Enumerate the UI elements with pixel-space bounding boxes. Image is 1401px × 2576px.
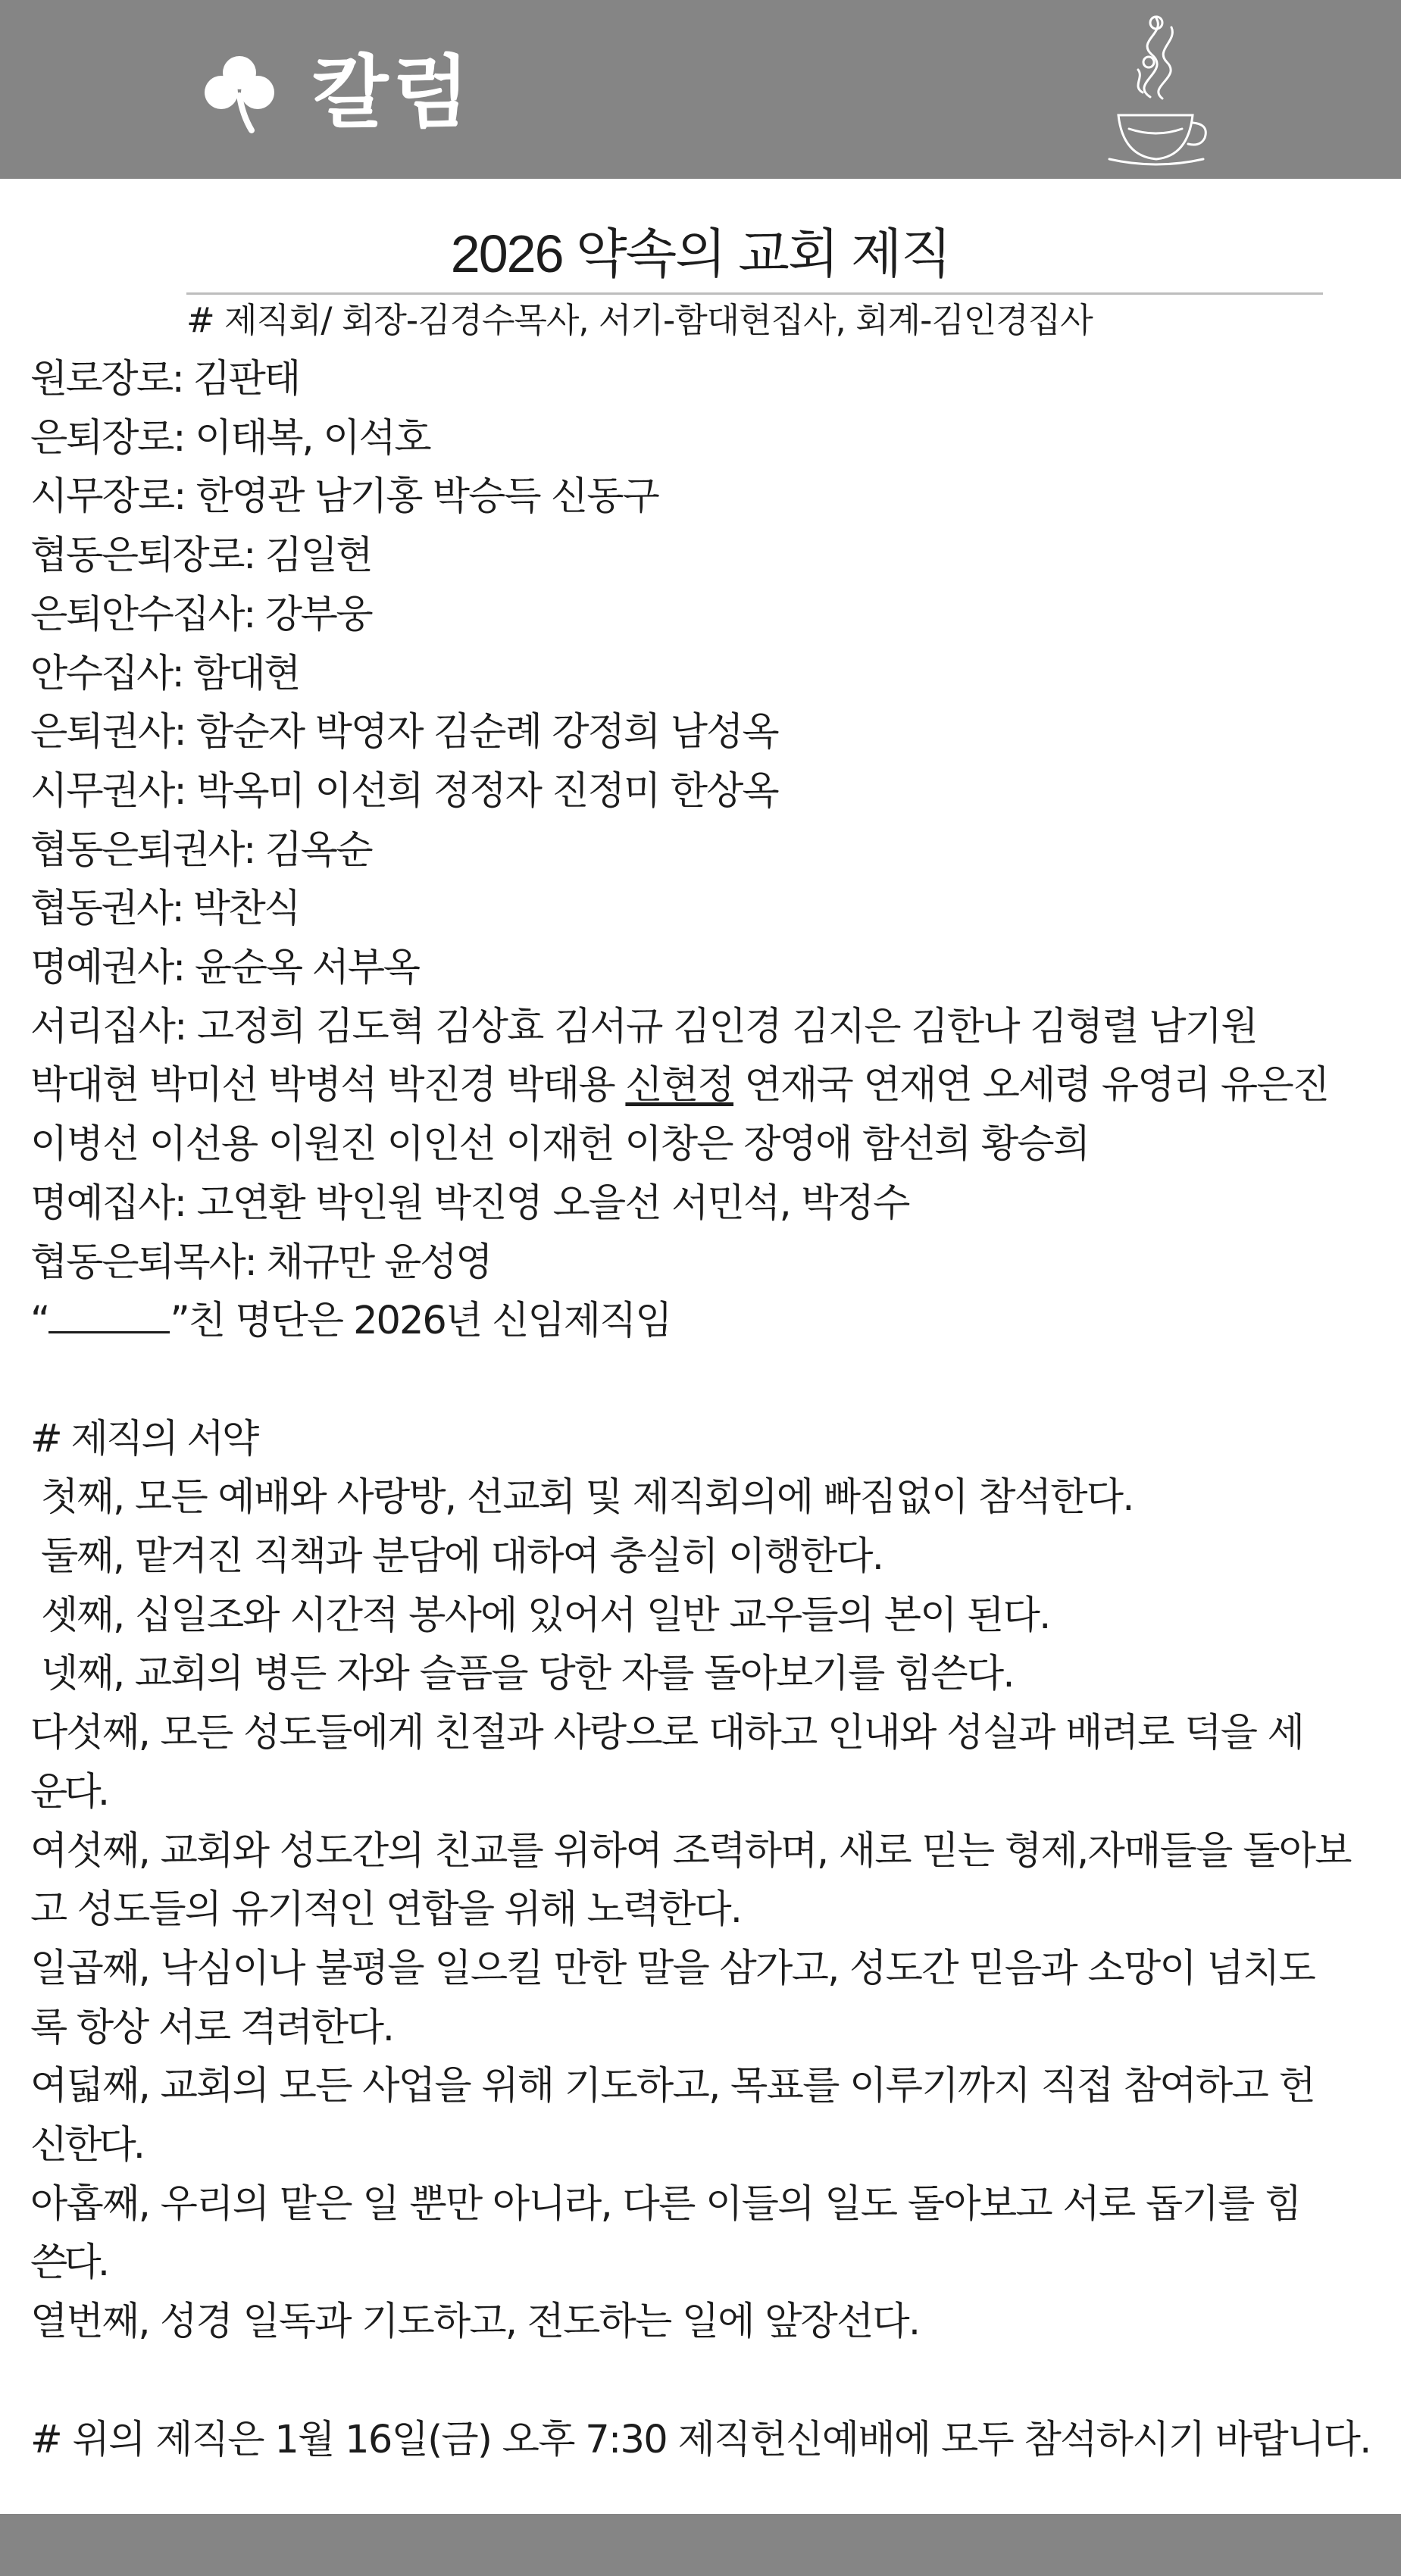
roster-line: 서리집사: 고정희 김도혁 김상효 김서규 김인경 김지은 김한나 김형렬 남기원 <box>30 1004 1257 1049</box>
roster-line: 은퇴안수집사: 강부웅 <box>30 592 372 637</box>
vow-line: 다섯째, 모든 성도들에게 친절과 사랑으로 대하고 인내와 성실과 배려로 덕을 세 <box>30 1711 1304 1756</box>
note-text: ”친 명단은 2026년 신임제직임 <box>170 1299 671 1344</box>
clover-icon <box>203 55 276 133</box>
roster-line: 협동권사: 박찬식 <box>30 886 299 932</box>
vow-line: 셋째, 십일조와 시간적 봉사에 있어서 일반 교우들의 본이 된다. <box>41 1593 1050 1638</box>
roster-line: 안수집사: 함대현 <box>30 651 299 696</box>
vow-line: 신한다. <box>30 2123 143 2168</box>
spacer <box>30 1351 1394 1410</box>
vows-heading: # 제직의 서약 <box>30 1416 258 1462</box>
roster-line: 명예권사: 윤순옥 서부옥 <box>30 946 419 991</box>
roster-line: 협동은퇴목사: 채규만 윤성영 <box>30 1240 492 1285</box>
vow-line: 쓴다. <box>30 2240 107 2286</box>
roster-line: 은퇴권사: 함순자 박영자 김순례 강정희 남성옥 <box>30 710 778 755</box>
vow-line: 고 성도들의 유기적인 연합을 위해 노력한다. <box>30 1887 742 1933</box>
article-body <box>30 350 1394 2469</box>
roster-line: 협동은퇴권사: 김옥순 <box>30 827 372 873</box>
roster-line: 시무권사: 박옥미 이선희 정정자 진정미 한상옥 <box>30 768 778 814</box>
vow-line: 넷째, 교회의 병든 자와 슬픔을 당한 자를 돌아보기를 힘쓴다. <box>41 1652 1014 1697</box>
vow-line: 아홉째, 우리의 맡은 일 뿐만 아니라, 다른 이들의 일도 돌아보고 서로 돕기를 힘 <box>30 2181 1301 2227</box>
roster-line: 은퇴장로: 이태복, 이석호 <box>30 415 430 461</box>
roster-line: 이병선 이선용 이원진 이인선 이재헌 이창은 장영애 함선희 황승희 <box>30 1122 1090 1168</box>
vow-line: 둘째, 맡겨진 직책과 분담에 대하여 충실히 이행한다. <box>41 1534 883 1580</box>
roster-names-before: 박대현 박미선 박병석 박진경 박태용 <box>30 1063 626 1108</box>
title-divider <box>186 292 1323 295</box>
roster-line: 명예집사: 고연환 박인원 박진영 오을선 서민석, 박정수 <box>30 1180 909 1226</box>
vow-line: 여섯째, 교회와 성도간의 친교를 위하여 조력하며, 새로 믿는 형제,자매들을 돌아보 <box>30 1828 1351 1874</box>
vow-line: 여덟째, 교회의 모든 사업을 위해 기도하고, 목표를 이루기까지 직접 참여하고 헌 <box>30 2064 1315 2109</box>
roster-line: 원로장로: 김판태 <box>30 357 299 402</box>
note-open-quote: “ <box>30 1299 49 1344</box>
vow-line: 운다. <box>30 1769 107 1815</box>
roster-line: 협동은퇴장로: 김일현 <box>30 533 372 579</box>
closing-notice: # 위의 제직은 1월 16일(금) 오후 7:30 제직헌신예배에 모두 참석하시기 바랍니다. <box>30 2417 1371 2462</box>
footer-bar <box>0 2514 1401 2576</box>
column-header-bar <box>0 0 1401 179</box>
roster-line-with-new-member <box>30 1056 1394 1115</box>
article-title: 2026 약속의 교회 제직 <box>450 224 951 283</box>
vow-line: 열번째, 성경 일독과 기도하고, 전도하는 일에 앞장선다. <box>30 2299 920 2345</box>
section-title: 칼럼 <box>312 46 474 139</box>
roster-names-after: 연재국 연재연 오세령 유영리 유은진 <box>733 1063 1329 1108</box>
underline-sample <box>48 1298 170 1333</box>
vow-line: 첫째, 모든 예배와 사랑방, 선교회 및 제직회의에 빠짐없이 참석한다. <box>41 1475 1134 1521</box>
vow-line: 록 항상 서로 격려한다. <box>30 2005 393 2050</box>
new-members-note <box>30 1292 1394 1351</box>
spacer <box>30 2352 1394 2411</box>
vow-line: 일곱째, 낙심이나 불평을 일으킬 만한 말을 삼가고, 성도간 믿음과 소망이 넘치도 <box>30 1946 1315 1991</box>
coffee-cup-icon <box>1099 8 1212 171</box>
roster-line: 시무장로: 한영관 남기홍 박승득 신동구 <box>30 474 658 520</box>
new-member-name: 신현정 <box>625 1063 734 1108</box>
committee-line: # 제직회/ 회장-김경수목사, 서기-함대현집사, 회계-김인경집사 <box>186 300 1093 340</box>
